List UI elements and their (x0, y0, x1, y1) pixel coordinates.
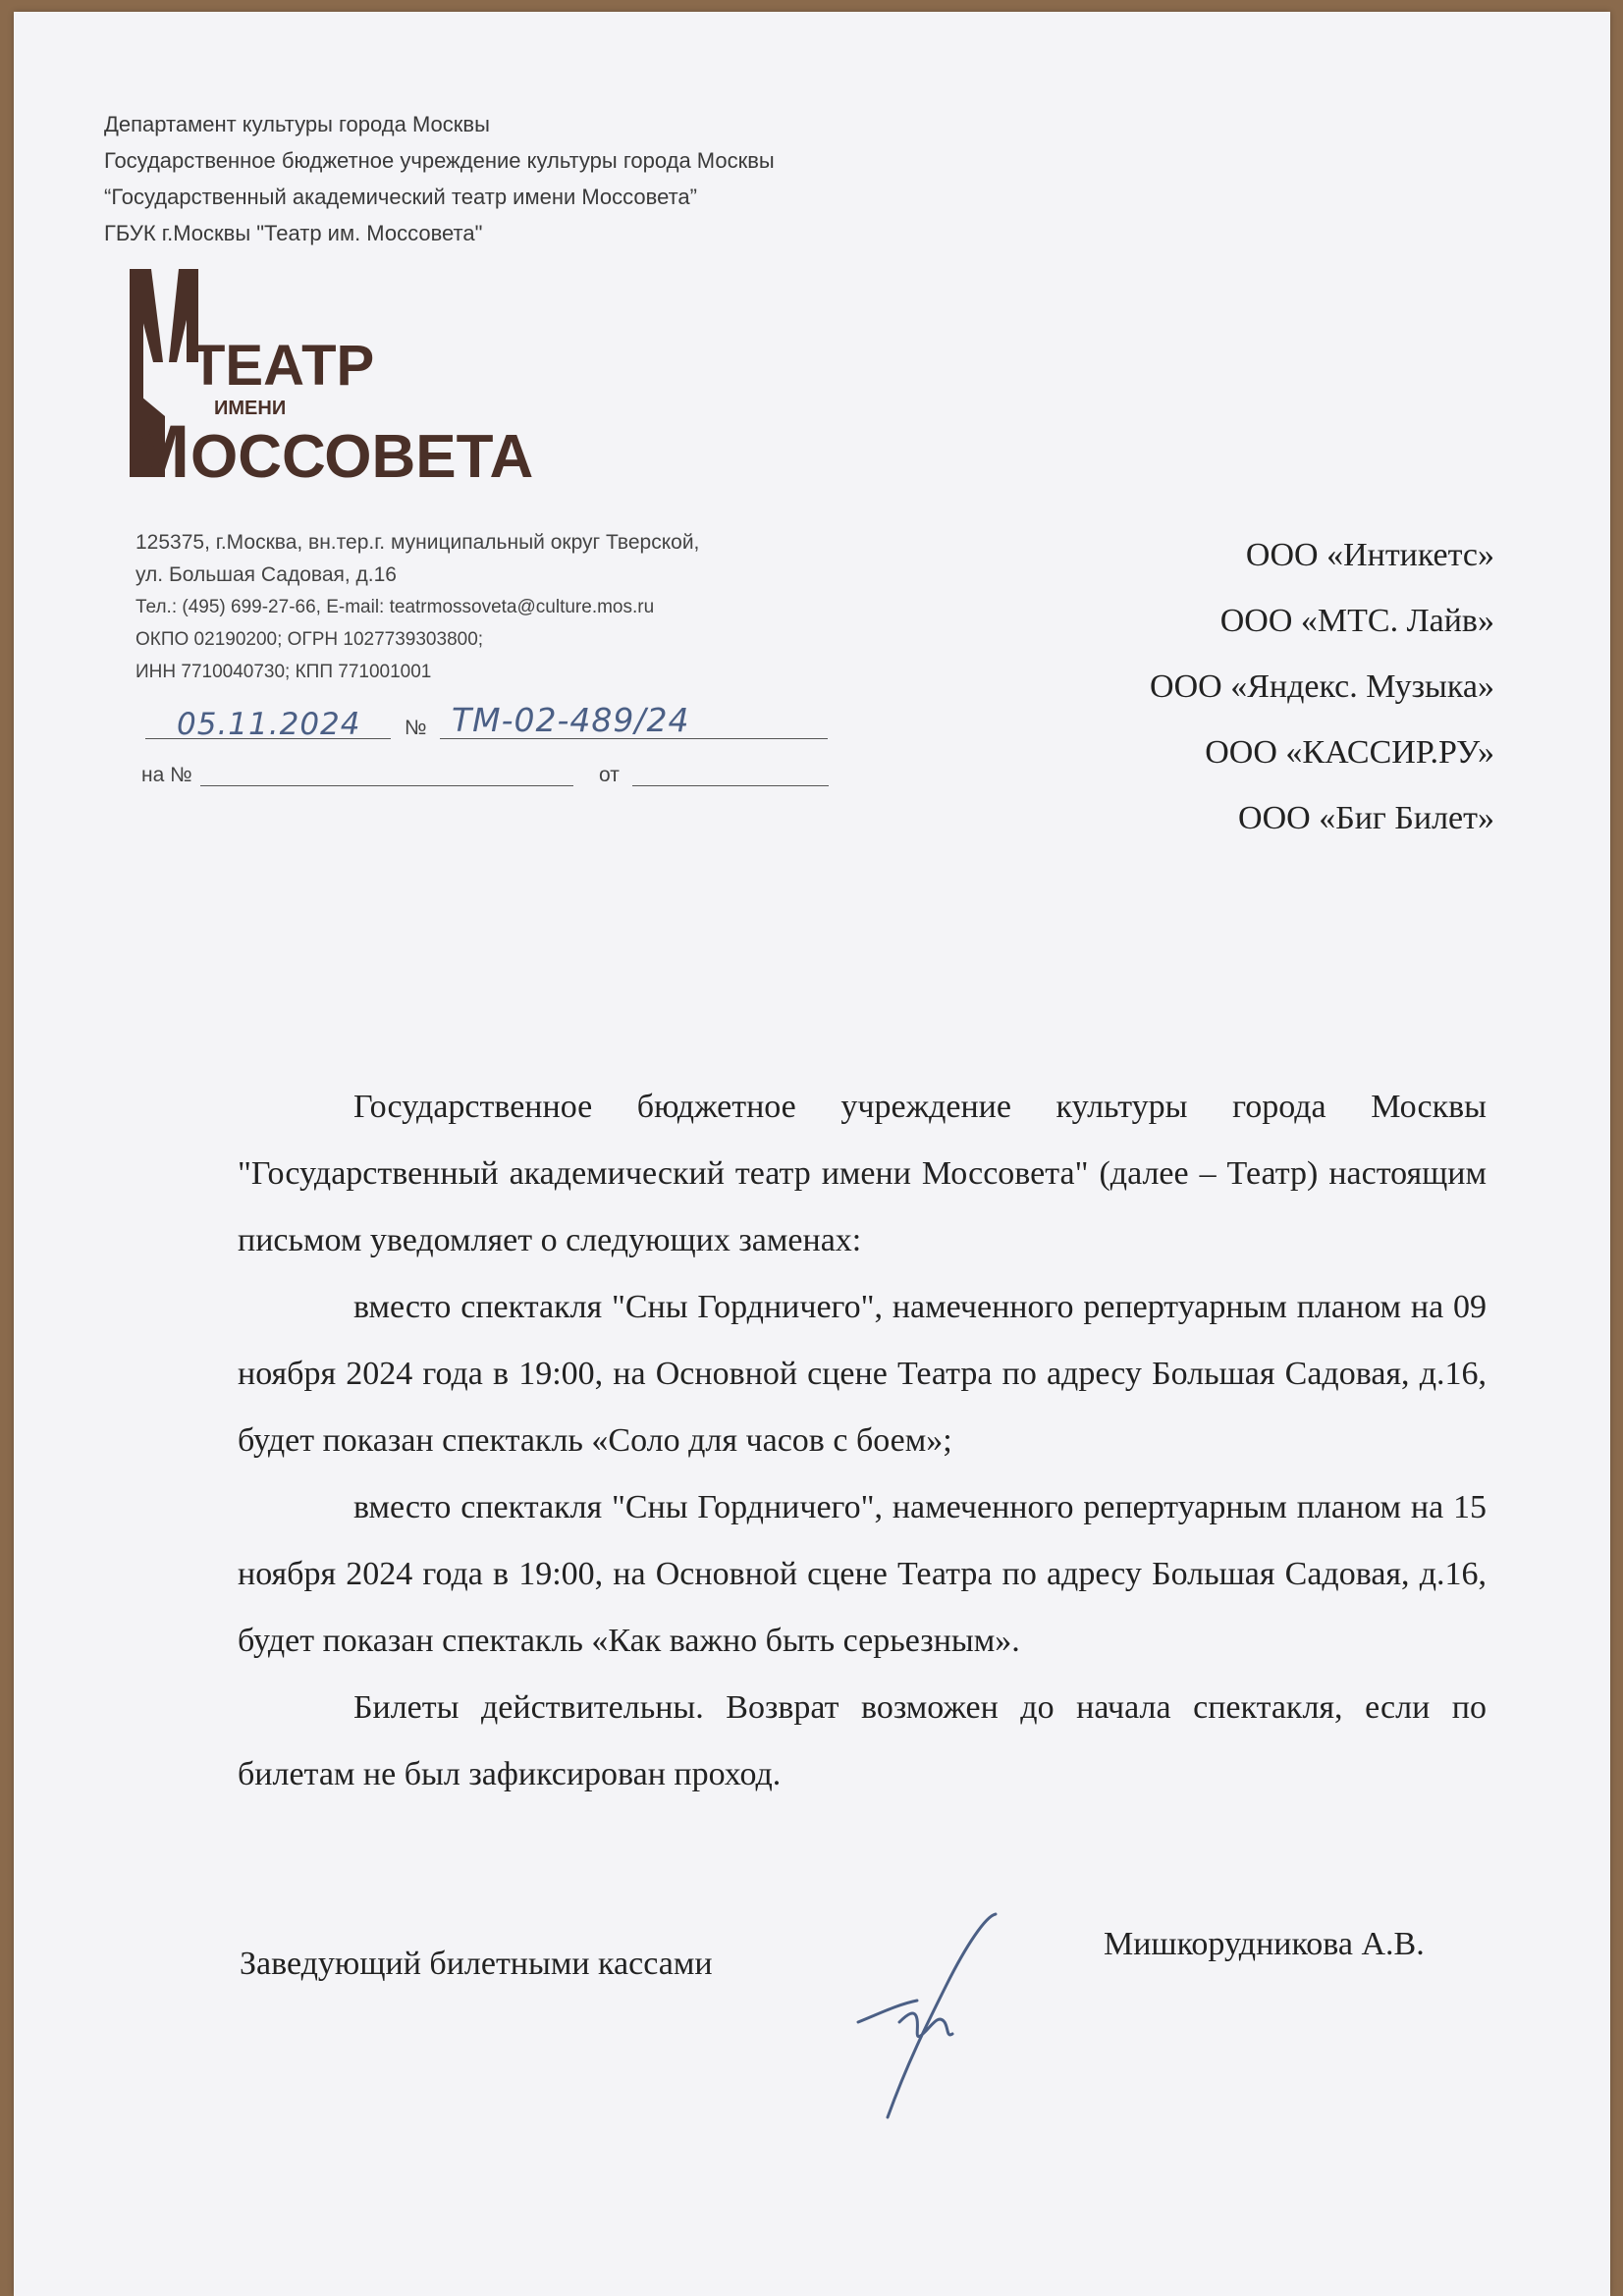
handwritten-number: ТМ-02-489/24 (452, 701, 690, 739)
contact-address: 125375, г.Москва, вн.тер.г. муниципальный округ Тверской, (135, 531, 700, 554)
contact-inn-kpp: ИНН 7710040730; КПП 771001001 (135, 662, 432, 682)
header-line-institution: Государственное бюджетное учреждение культуры города Москвы (104, 148, 775, 173)
theatre-logo (128, 269, 534, 495)
reference-line (135, 764, 833, 793)
logo-word-mossoveta: ОССОВЕТА (190, 423, 534, 491)
handwritten-date: 05.11.2024 (177, 707, 361, 742)
registration-line (135, 701, 833, 752)
recipients-list (1150, 522, 1494, 851)
number-label: № (405, 717, 427, 739)
contact-block (135, 526, 699, 688)
contact-street: ул. Большая Садовая, д.16 (135, 563, 397, 586)
handwritten-signature (839, 1906, 1025, 2132)
reference-date-label: от (599, 764, 620, 786)
recipient: ООО «КАССИР.РУ» (1205, 734, 1494, 771)
letterhead (104, 106, 775, 251)
logo-initial-m: М (128, 410, 190, 494)
body-paragraph-intro: Государственное бюджетное учреждение культуры города Москвы "Государственный академический театр имени Моссовета" (далее – Театр) настоящим письмом уведомляет о следующих заменах: (238, 1089, 1487, 1258)
contact-okpo-ogrn: ОКПО 02190200; ОГРН 1027739303800; (135, 629, 484, 650)
header-line-theatre-short: ГБУК г.Москвы "Театр им. Моссовета" (104, 221, 483, 245)
body-paragraph-tickets: Билеты действительны. Возврат возможен до начала спектакля, если по билетам не был зафиксирован проход. (238, 1689, 1487, 1792)
reference-number-label: на № (141, 764, 192, 786)
letter-body (238, 1074, 1487, 1808)
header-line-department: Департамент культуры города Москвы (104, 112, 490, 136)
contact-phone-email: Тел.: (495) 699-27-66, E-mail: teatrmossoveta@culture.mos.ru (135, 597, 655, 617)
recipient: ООО «Биг Билет» (1238, 800, 1494, 836)
body-paragraph-replacement-2: вместо спектакля "Сны Гордничего", намеченного репертуарным планом на 15 ноября 2024 года в 19:00, на Основной сцене Театра по адресу Большая Садовая, д.16, будет показан спектакль «Как важно быть серьезным». (238, 1489, 1487, 1659)
reference-number-underline (200, 785, 573, 786)
letter-sheet (14, 12, 1610, 2296)
recipient: ООО «МТС. Лайв» (1219, 603, 1494, 639)
recipient: ООО «Интикетс» (1245, 537, 1494, 573)
reference-date-underline (632, 785, 829, 786)
recipient: ООО «Яндекс. Музыка» (1150, 668, 1494, 705)
signatory-position: Заведующий билетными кассами (240, 1946, 713, 1982)
signatory-name: Мишкорудникова А.В. (1104, 1926, 1425, 1962)
header-line-theatre-full: “Государственный академический театр имени Моссовета” (104, 185, 697, 209)
body-paragraph-replacement-1: вместо спектакля "Сны Гордничего", намеченного репертуарным планом на 09 ноября 2024 года в 19:00, на Основной сцене Театра по адресу Большая Садовая, д.16, будет показан спектакль «Соло для часов с боем»; (238, 1289, 1487, 1459)
logo-word-imeni: ИМЕНИ (214, 398, 287, 419)
logo-word-teatr: ТЕАТР (190, 334, 375, 398)
